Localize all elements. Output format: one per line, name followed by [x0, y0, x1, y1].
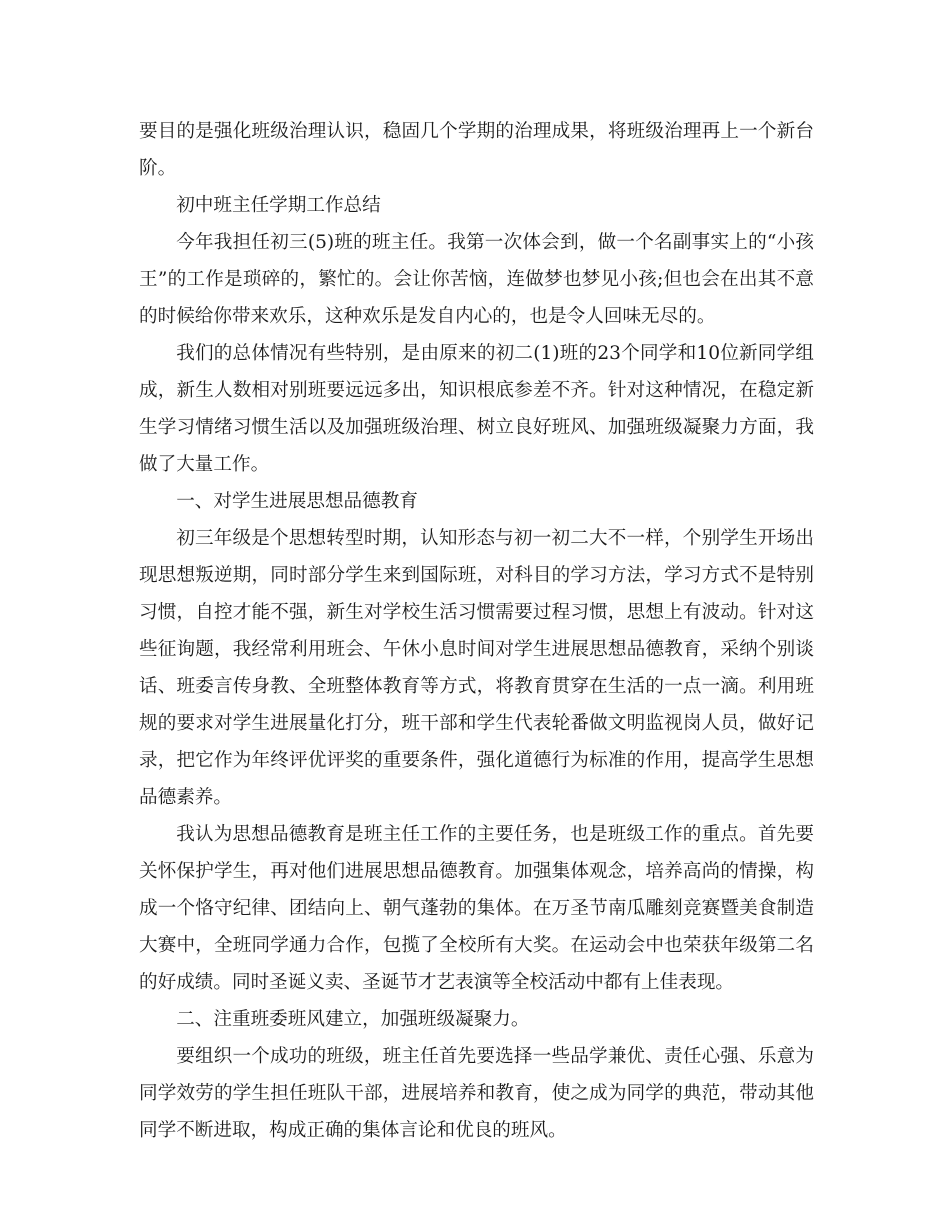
paragraph-continuation: 要目的是强化班级治理认识，稳固几个学期的治理成果，将班级治理再上一个新台阶。	[139, 121, 814, 179]
paragraph-class-leaders: 要组织一个成功的班级，班主任首先要选择一些品学兼优、责任心强、乐意为同学效劳的学生担任班队干部，进展培养和教育，使之成为同学的典范，带动其他同学不断进取，构成正确的集体言论和优良的班风。	[139, 1046, 814, 1141]
paragraph-intro: 今年我担任初三(5)班的班主任。我第一次体会到，做一个名副事实上的“小孩王”的工作是琐碎的，繁忙的。会让你苦恼，连做梦也梦见小孩;但也会在出其不意的时候给你带来欢乐，这种欢乐是发自内心的，也是令人回味无尽的。	[139, 232, 814, 327]
heading-moral-education: 一、对学生进展思想品德教育	[176, 491, 418, 512]
paragraph-class-situation: 我们的总体情况有些特别，是由原来的初二(1)班的23个同学和10位新同学组成，新生人数相对别班要远远多出，知识根底参差不齐。针对这种情况，在稳定新生学习情绪习惯生活以及加强班级治理、树立良好班风、加强班级凝聚力方面，我做了大量工作。	[139, 343, 814, 475]
heading-class-committee: 二、注重班委班风建立，加强班级凝聚力。	[176, 1009, 530, 1030]
section-title: 初中班主任学期工作总结	[176, 195, 381, 216]
paragraph-grade-three: 初三年级是个思想转型时期，认知形态与初一初二大不一样，个别学生开场出现思想叛逆期，同时部分学生来到国际班，对科目的学习方法，学习方式不是特别习惯，自控才能不强，新生对学校生活习惯需要过程习惯，思想上有波动。针对这些征询题，我经常利用班会、午休小息时间对学生进展思想品德教育，采纳个别谈话、班委言传身教、全班整体教育等方式，将教育贯穿在生活的一点一滴。利用班规的要求对学生进展量化打分，班干部和学生代表轮番做文明监视岗人员，做好记录，把它作为年终评优评奖的重要条件，强化道德行为标准的作用，提高学生思想品德素养。	[139, 528, 814, 808]
document-body	[139, 113, 814, 1149]
paragraph-moral-task: 我认为思想品德教育是班主任工作的主要任务，也是班级工作的重点。首先要关怀保护学生，再对他们进展思想品德教育。加强集体观念，培养高尚的情操，构成一个恪守纪律、团结向上、朝气蓬勃的集体。在万圣节南瓜雕刻竞赛暨美食制造大赛中，全班同学通力合作，包揽了全校所有大奖。在运动会中也荣获年级第二名的好成绩。同时圣诞义卖、圣诞节才艺表演等全校活动中都有上佳表现。	[139, 824, 814, 993]
